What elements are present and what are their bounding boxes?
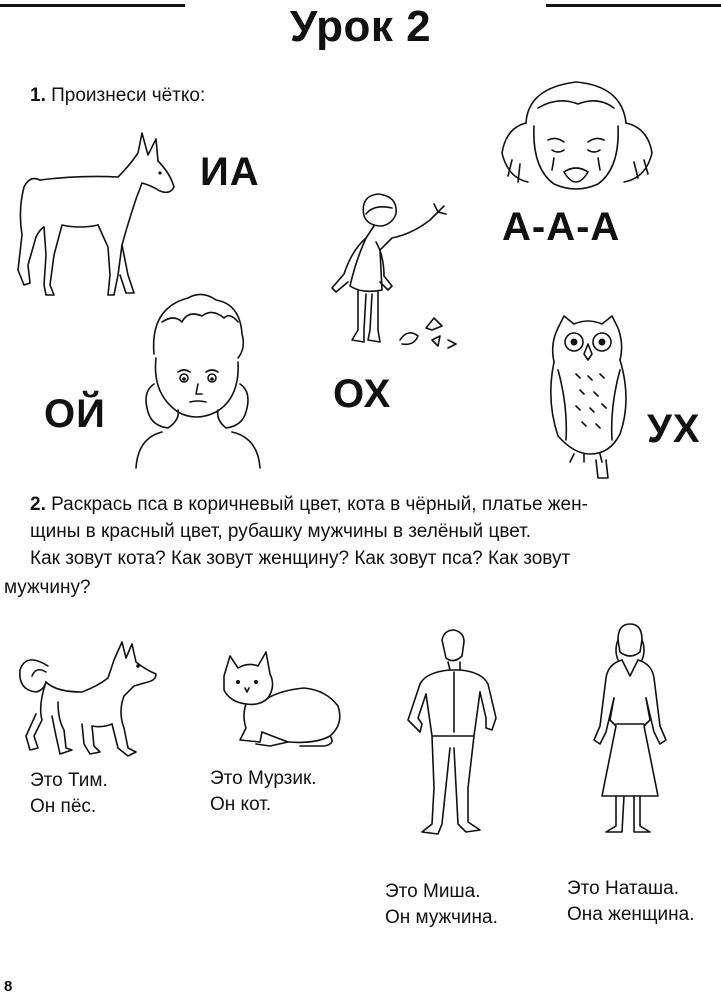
cat-caption-line1: Это Мурзик. <box>210 768 317 789</box>
page-number: 8 <box>4 978 13 995</box>
woman-caption-line1: Это Наташа. <box>567 878 680 899</box>
task2-instruction <box>30 491 720 518</box>
woman-illustration <box>590 620 670 838</box>
dog-caption-line1: Это Тим. <box>30 770 108 791</box>
donkey-illustration <box>10 125 180 300</box>
woman-caption-line2: Она женщина. <box>567 904 695 925</box>
task2-line4: мужчину? <box>4 577 91 598</box>
owl-illustration <box>544 310 634 478</box>
cat-caption-line2: Он кот. <box>210 794 272 815</box>
man-caption-line1: Это Миша. <box>385 881 481 902</box>
dog-illustration <box>12 636 160 760</box>
boy-sound: ОЙ <box>44 392 106 436</box>
man-caption <box>385 879 498 931</box>
owl-sound: УХ <box>647 407 701 451</box>
child-broken-egg-illustration <box>322 190 468 356</box>
child-sound: ОХ <box>333 372 392 416</box>
task1-number: 1. <box>30 85 46 106</box>
boy-illustration <box>132 288 264 468</box>
crying-girl-illustration <box>498 78 656 196</box>
woman-caption <box>567 876 694 928</box>
donkey-sound: ИА <box>200 150 260 194</box>
cat-illustration <box>216 636 346 750</box>
task1-instruction <box>30 82 205 109</box>
dog-caption <box>30 768 108 820</box>
man-caption-line2: Он мужчина. <box>385 907 498 928</box>
task2-number: 2. <box>30 494 46 515</box>
task2-line2: щины в красный цвет, рубашку мужчины в зелёный цвет. <box>30 521 532 542</box>
man-illustration <box>402 628 502 838</box>
task2-line3: Как зовут кота? Как зовут женщину? Как зовут пса? Как зовут <box>30 548 571 569</box>
dog-caption-line2: Он пёс. <box>30 796 97 817</box>
task2-line1: 2. Раскрась пса в коричневый цвет, кота в чёрный, платье жен- <box>30 494 588 515</box>
cat-caption <box>210 766 317 818</box>
page-title: Урок 2 <box>289 2 432 51</box>
task1-text: Произнеси чётко: <box>51 85 206 106</box>
girl-sound: А-А-А <box>502 205 621 249</box>
